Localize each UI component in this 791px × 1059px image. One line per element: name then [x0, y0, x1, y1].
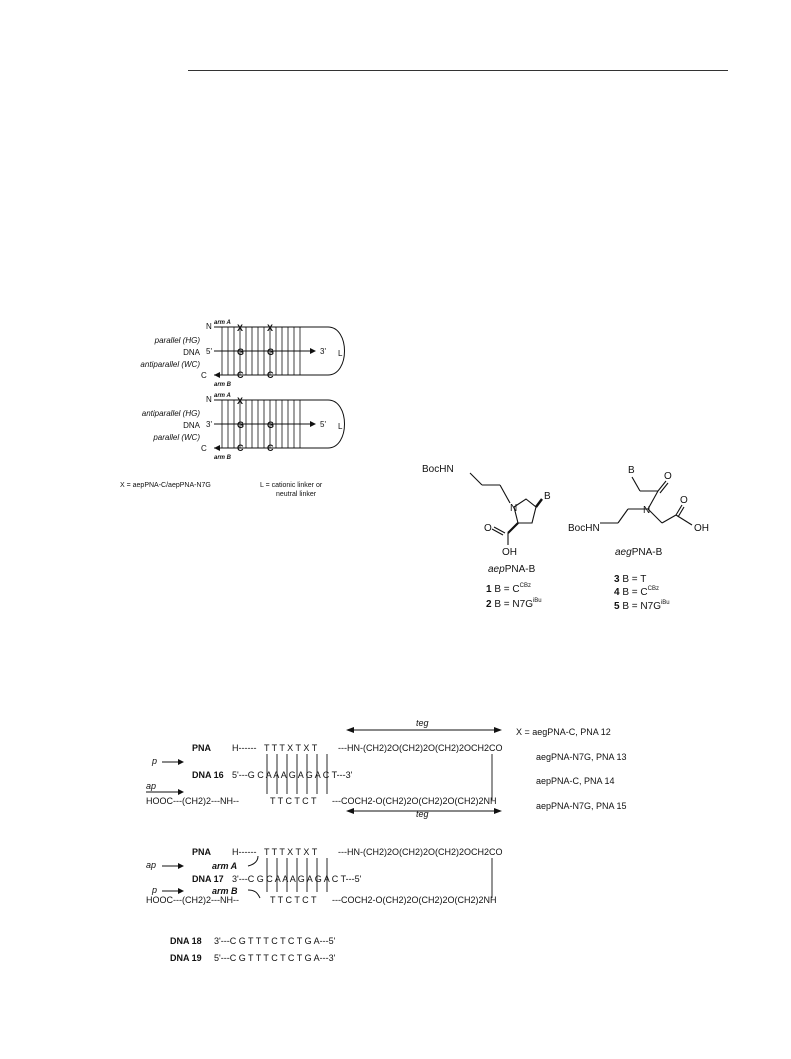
svg-text:G: G [267, 347, 275, 357]
svg-text:N: N [510, 503, 518, 514]
label-c: C [201, 371, 207, 380]
x-definition-12: X = aegPNA-C, PNA 12 [516, 727, 611, 737]
svg-text:C: C [237, 443, 244, 453]
compound-4: 4 $B = C^{CBz}$ [614, 586, 659, 598]
compound-5: 5 $B = N7G^{iBu}$ [614, 600, 670, 612]
legend-x: X = aepPNA-C/aepPNA-N7G [120, 482, 211, 489]
svg-text:OH: OH [694, 523, 709, 534]
svg-text:BocHN: BocHN [568, 523, 600, 534]
row-antiparallel-wc: antiparallel (WC) [140, 360, 200, 369]
svg-text:DNA: DNA [183, 421, 200, 430]
compound-2: 2 $B = N7G^{iBu}$ [486, 598, 542, 610]
svg-text:T T C T C T: T T C T C T [270, 895, 317, 905]
svg-text:T T T X T X T: T T T X T X T [264, 847, 318, 857]
pna-dna-sequence-figure [140, 720, 650, 980]
teg-bottom-label: teg [416, 809, 429, 819]
compound-1: 1 $B = C^{CBz}$ [486, 583, 531, 595]
svg-text:G: G [237, 347, 245, 357]
legend-l-line1: L = cationic linker or [260, 482, 323, 489]
svg-text:N: N [643, 505, 651, 516]
hairpin-parallel-hg [140, 320, 344, 388]
aeg-pna-structure [600, 477, 692, 525]
svg-text:p: p [152, 756, 158, 766]
svg-text:O: O [484, 523, 492, 534]
pna-sequence: T T T X T X T [264, 743, 318, 753]
svg-text:arm B: arm B [214, 455, 232, 461]
svg-text:G: G [237, 420, 245, 430]
svg-text:C: C [201, 444, 207, 453]
svg-text:PNA: PNA [192, 847, 212, 857]
svg-text:C: C [267, 443, 274, 453]
svg-text:X: X [237, 323, 244, 333]
svg-text:HOOC---(CH2)2---NH--: HOOC---(CH2)2---NH-- [146, 895, 239, 905]
row-parallel-hg: parallel (HG) [154, 336, 200, 345]
svg-text:OH: OH [502, 547, 517, 558]
svg-text:O: O [664, 471, 672, 482]
teg-top-label: teg [416, 720, 429, 728]
svg-text:---COCH2-O(CH2)2O(CH2)2O(CH2)2: ---COCH2-O(CH2)2O(CH2)2O(CH2)2NH [332, 796, 497, 806]
svg-text:C: C [267, 370, 274, 380]
svg-text:G: G [267, 420, 275, 430]
dna-3prime: 3' [320, 347, 326, 356]
svg-text:5': 5' [320, 420, 326, 429]
label-n: N [206, 322, 212, 331]
svg-text:X: X [237, 396, 244, 406]
svg-text:N: N [206, 395, 212, 404]
aep-pna-structure [470, 473, 542, 545]
x-definition-15: aepPNA-N7G, PNA 15 [536, 801, 627, 811]
page-header-rule [188, 70, 728, 71]
label-arm-a: arm A [214, 320, 231, 326]
svg-text:B: B [544, 491, 551, 502]
svg-text:H------: H------ [232, 847, 257, 857]
dna18-sequence: 3'---C G T T T C T C T G A---5' [214, 936, 336, 946]
svg-text:O: O [680, 495, 688, 506]
aep-title: aepPNA-B [488, 564, 536, 575]
svg-text:parallel (WC): parallel (WC) [153, 433, 200, 442]
svg-text:HOOC---(CH2)2---NH--: HOOC---(CH2)2---NH-- [146, 796, 239, 806]
row-dna: DNA [183, 348, 200, 357]
label-l: L [338, 349, 343, 358]
svg-text:B: B [628, 465, 635, 476]
svg-text:ap: ap [146, 781, 157, 791]
svg-text:antiparallel (HG): antiparallel (HG) [141, 409, 200, 418]
label-arm-b: arm B [214, 382, 232, 388]
svg-text:L: L [338, 422, 343, 431]
dna-5prime: 5' [206, 347, 212, 356]
svg-text:C: C [237, 370, 244, 380]
svg-text:---COCH2-O(CH2)2O(CH2)2O(CH2)2: ---COCH2-O(CH2)2O(CH2)2O(CH2)2NH [332, 895, 497, 905]
dna17-sequence: 3'---C G C A A A G A G A C T---5' [232, 874, 362, 884]
arm-a-label: arm A [212, 861, 238, 871]
svg-text:BocHN: BocHN [422, 464, 454, 475]
pna-label: PNA [192, 743, 212, 753]
monomer-structures-figure [410, 455, 730, 620]
svg-text:T T C T C T: T T C T C T [270, 796, 317, 806]
svg-text:p: p [152, 885, 158, 895]
hairpin-antiparallel-hg [142, 393, 345, 461]
compound-3: 3 B = T [614, 574, 647, 585]
dna16-label: DNA 16 [192, 770, 224, 780]
svg-text:---HN-(CH2)2O(CH2)2O(CH2)2OCH2: ---HN-(CH2)2O(CH2)2O(CH2)2OCH2CO [338, 743, 503, 753]
legend-l-line2: neutral linker [276, 491, 317, 498]
dna16-sequence: 5'---G C A A A G A G A C T---3' [232, 770, 353, 780]
x-definition-14: aepPNA-C, PNA 14 [536, 776, 615, 786]
dna19-sequence: 5'---C G T T T C T C T G A---3' [214, 953, 336, 963]
aeg-title: aegPNA-B [615, 547, 663, 558]
dna17-label: DNA 17 [192, 874, 224, 884]
arm-b-label: arm B [212, 886, 238, 896]
x-definition-13: aegPNA-N7G, PNA 13 [536, 752, 627, 762]
svg-text:ap: ap [146, 860, 157, 870]
dna18-label: DNA 18 [170, 936, 202, 946]
svg-text:H------: H------ [232, 743, 257, 753]
svg-text:X: X [267, 323, 274, 333]
svg-text:3': 3' [206, 420, 212, 429]
hairpin-schematic-figure [110, 300, 350, 510]
svg-text:arm A: arm A [214, 393, 231, 399]
svg-text:---HN-(CH2)2O(CH2)2O(CH2)2OCH2: ---HN-(CH2)2O(CH2)2O(CH2)2OCH2CO [338, 847, 503, 857]
dna19-label: DNA 19 [170, 953, 202, 963]
